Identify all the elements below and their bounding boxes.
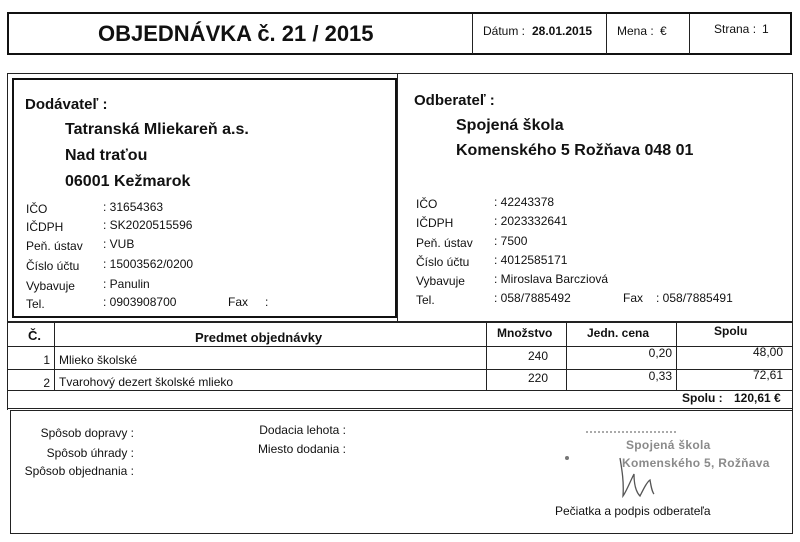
supplier-contact: Panulin: [109, 277, 150, 291]
supplier-ico: 31654363: [109, 200, 164, 214]
customer-bank-label: Peň. ústav: [416, 236, 473, 250]
document-title: OBJEDNÁVKA č. 21 / 2015: [98, 21, 374, 46]
supplier-tel-label: Tel.: [26, 297, 45, 311]
page-value: 1: [762, 22, 769, 36]
signature-icon: [610, 452, 680, 504]
customer-fax-label: Fax: [623, 291, 644, 305]
customer-name: Spojená škola: [456, 117, 564, 134]
row-number: 1: [43, 353, 50, 367]
row-unit-price: 0,33: [648, 369, 672, 383]
col-header-unit-price: Jedn. cena: [587, 326, 650, 340]
customer-address: Komenského 5 Rožňava 048 01: [456, 142, 694, 159]
customer-contact-label: Vybavuje: [416, 274, 465, 288]
row-qty: 240: [527, 349, 548, 363]
supplier-account: 15003562/0200: [109, 257, 194, 271]
stamp-line-1: Spojená škola: [626, 438, 711, 452]
delivery-term-label: Dodacia lehota :: [259, 423, 346, 437]
date-value: 28.01.2015: [532, 24, 593, 38]
supplier-fax-label: Fax: [228, 295, 249, 309]
customer-ico-label: IČO: [416, 197, 438, 211]
customer-tel-label: Tel.: [416, 293, 435, 307]
col-header-total: Spolu: [714, 324, 748, 338]
col-header-qty: Množstvo: [497, 326, 553, 340]
supplier-account-label: Číslo účtu: [26, 259, 80, 273]
page-label: Strana :: [714, 22, 757, 36]
customer-icdph: 2023332641: [500, 214, 568, 228]
supplier-bank-label: Peň. ústav: [26, 239, 83, 253]
row-total: 72,61: [752, 368, 783, 382]
supplier-icdph-label: IČDPH: [26, 220, 64, 234]
col-header-item: Predmet objednávky: [195, 330, 323, 345]
row-unit-price: 0,20: [648, 346, 672, 360]
customer-ico: 42243378: [500, 195, 555, 209]
supplier-street: Nad traťou: [65, 147, 148, 164]
customer-contact: Miroslava Barcziová: [500, 272, 609, 286]
customer-account: 4012585171: [500, 253, 568, 267]
currency-value: €: [660, 24, 667, 38]
payment-label: Spôsob úhrady :: [46, 446, 134, 460]
row-total: 48,00: [752, 345, 783, 359]
currency-label: Mena :: [617, 24, 654, 38]
supplier-city: 06001 Kežmarok: [65, 173, 191, 190]
total-label: Spolu :: [682, 391, 723, 405]
row-item: Tvarohový dezert školské mlieko: [59, 375, 234, 389]
row-number: 2: [43, 376, 50, 390]
row-qty: 220: [527, 371, 548, 385]
supplier-bank: VUB: [109, 237, 135, 251]
delivery-place-label: Miesto dodania :: [257, 442, 346, 456]
row-item: Mlieko školské: [59, 353, 138, 367]
supplier-contact-label: Vybavuje: [26, 279, 75, 293]
signature-label: Pečiatka a podpis odberateľa: [555, 504, 711, 518]
customer-account-label: Číslo účtu: [416, 255, 470, 269]
customer-fax: 058/7885491: [662, 291, 733, 305]
supplier-ico-label: IČO: [26, 202, 48, 216]
total-value: 120,61 €: [734, 391, 781, 405]
supplier-name: Tatranská Mliekareň a.s.: [65, 121, 249, 138]
transport-label: Spôsob dopravy :: [40, 426, 134, 440]
customer-tel: 058/7885492: [500, 291, 571, 305]
supplier-icdph: SK2020515596: [109, 218, 193, 232]
customer-bank: 7500: [500, 234, 528, 248]
supplier-tel: 0903908700: [109, 295, 177, 309]
date-label: Dátum :: [483, 24, 526, 38]
ordering-label: Spôsob objednania :: [24, 464, 134, 478]
customer-heading: Odberateľ :: [414, 92, 495, 109]
supplier-heading: Dodávateľ :: [25, 96, 108, 113]
customer-icdph-label: IČDPH: [416, 216, 454, 230]
stamp-line-2: Komenského 5, Rožňava: [622, 456, 770, 470]
col-header-no: Č.: [28, 328, 41, 343]
